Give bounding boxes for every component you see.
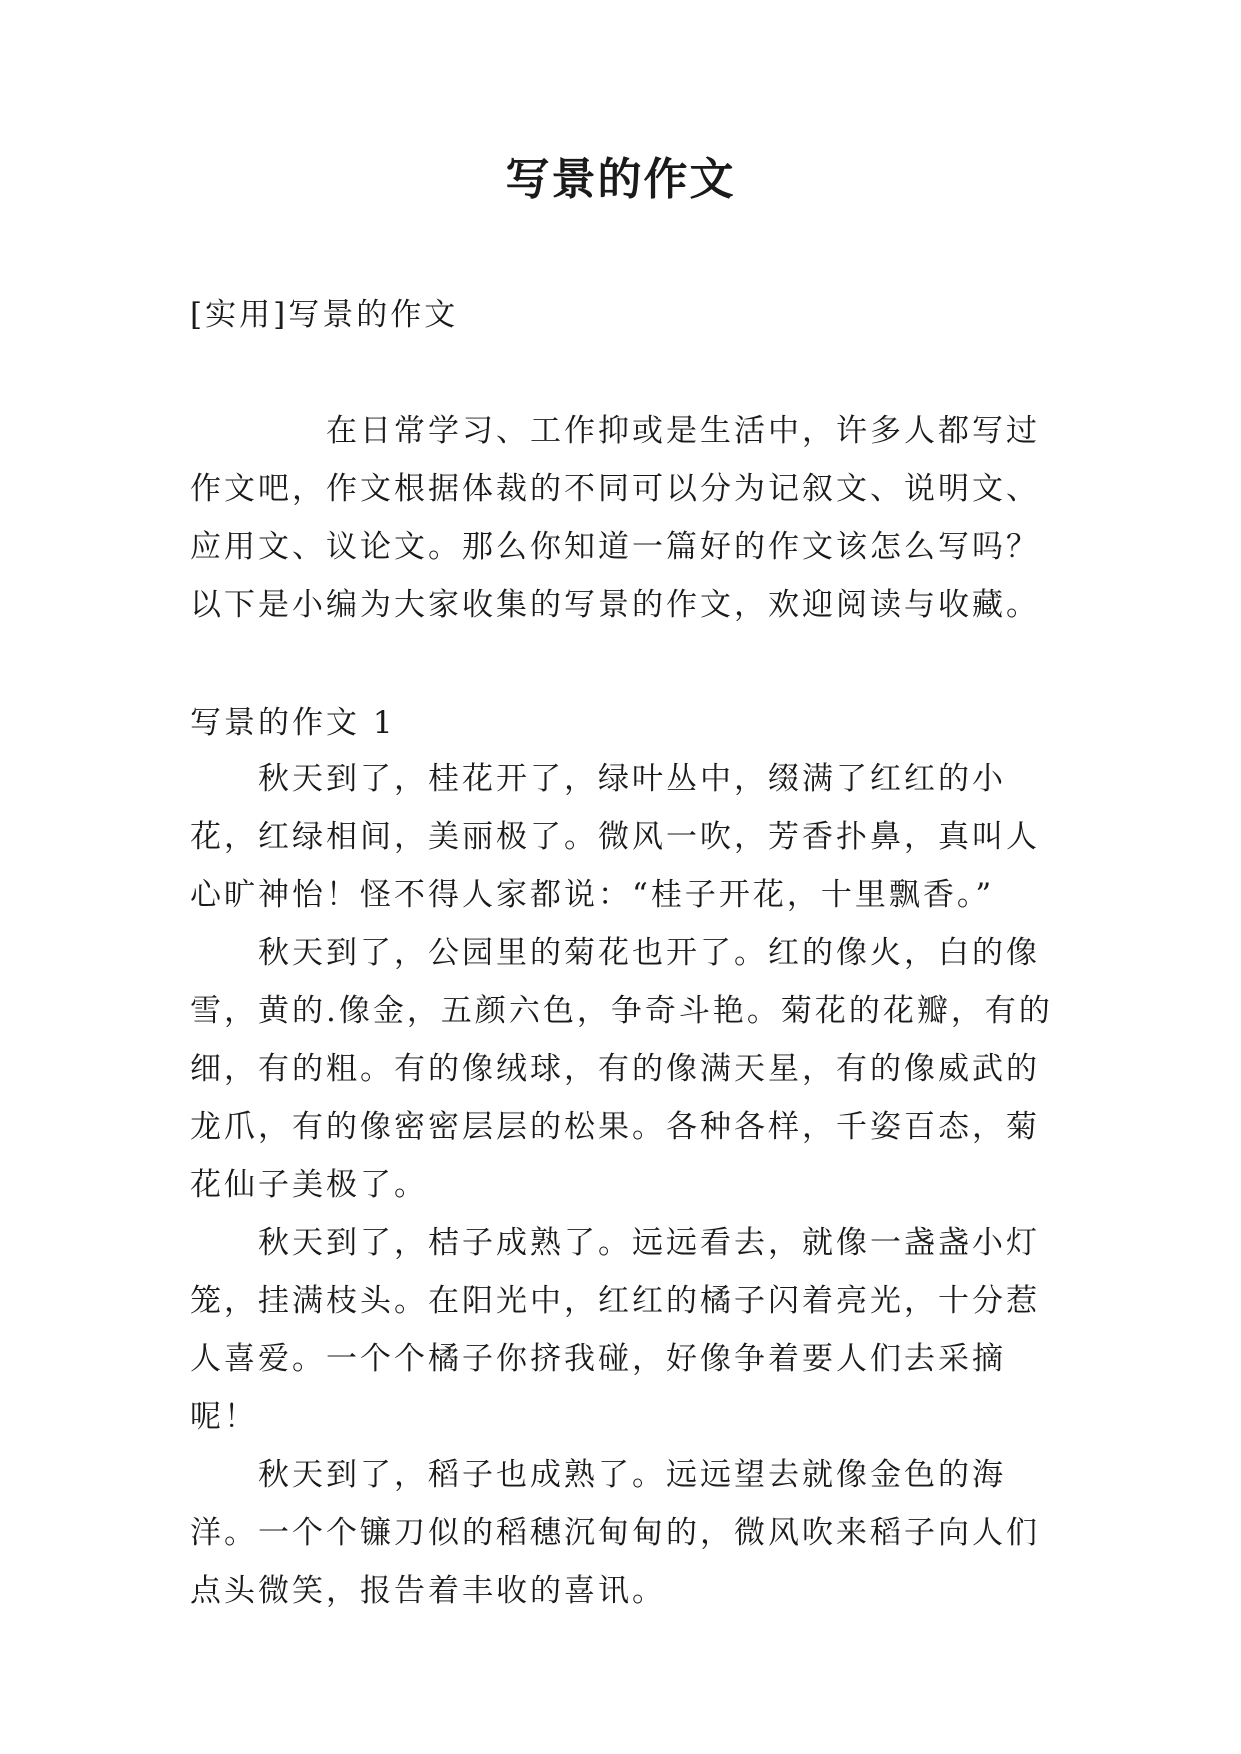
body-paragraph-1: 秋天到了，桂花开了，绿叶丛中，缀满了红红的小花，红绿相间，美丽极了。微风一吹，芳香扑鼻，真叫人心旷神怡！怪不得人家都说：“桂子开花，十里飘香。” <box>190 761 1040 913</box>
document-subtitle: [实用]写景的作文 <box>190 297 459 333</box>
body-paragraph-2: 秋天到了，公园里的菊花也开了。红的像火，白的像雪，黄的.像金，五颜六色，争奇斗艳。菊花的花瓣，有的细，有的粗。有的像绒球，有的像满天星，有的像威武的龙爪，有的像密密层层的松果。各种各样，千姿百态，菊花仙子美极了。 <box>190 935 1053 1203</box>
intro-paragraph: 在日常学习、工作抑或是生活中，许多人都写过作文吧，作文根据体裁的不同可以分为记叙文、说明文、应用文、议论文。那么你知道一篇好的作文该怎么写吗？以下是小编为大家收集的写景的作文，欢迎阅读与收藏。 <box>190 413 1040 623</box>
body-paragraph-3: 秋天到了，桔子成熟了。远远看去，就像一盏盏小灯笼，挂满枝头。在阳光中，红红的橘子闪着亮光，十分惹人喜爱。一个个橘子你挤我碰，好像争着要人们去采摘呢！ <box>190 1225 1040 1435</box>
section-heading: 写景的作文 1 <box>190 705 396 741</box>
document-title: 写景的作文 <box>505 154 736 205</box>
section-body <box>190 750 1070 1620</box>
body-paragraph-4: 秋天到了，稻子也成熟了。远远望去就像金色的海洋。一个个镰刀似的稻穗沉甸甸的，微风吹来稻子向人们点头微笑，报告着丰收的喜讯。 <box>190 1457 1040 1609</box>
